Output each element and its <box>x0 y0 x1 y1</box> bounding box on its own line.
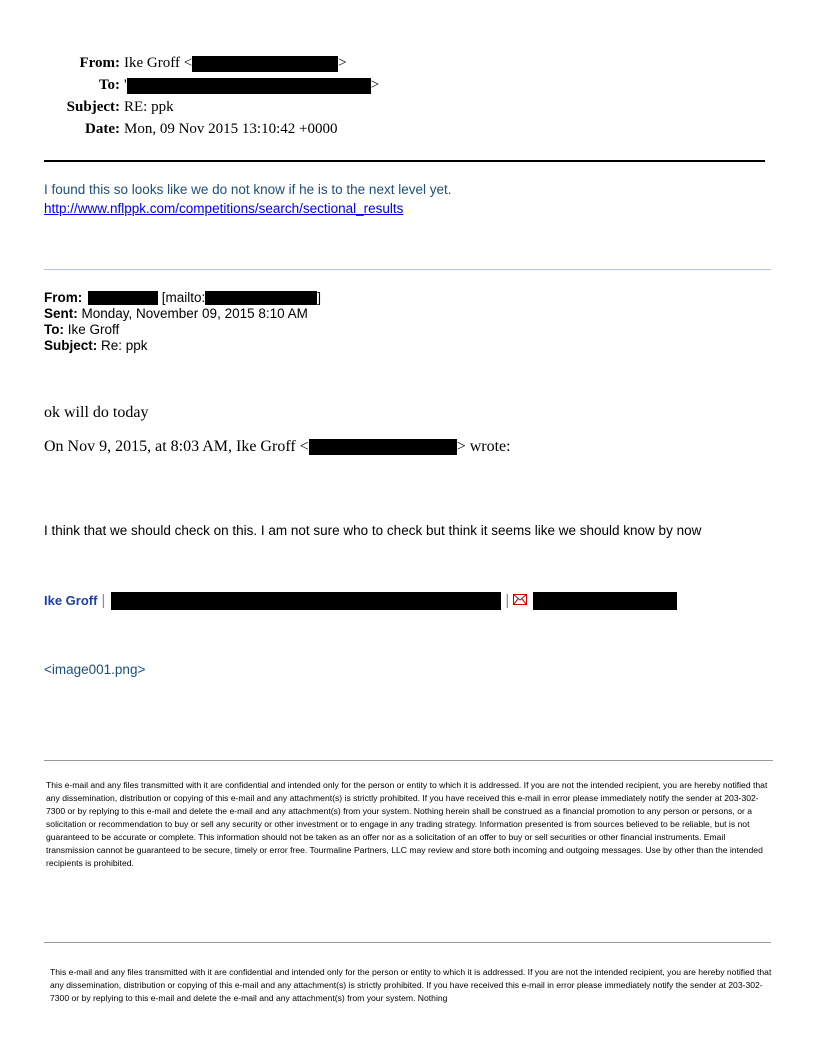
quote-suffix: > wrote: <box>456 438 511 455</box>
message-line-1: ok will do today <box>44 404 149 421</box>
quote-prefix: On Nov 9, 2015, at 8:03 AM, Ike Groff < <box>44 438 309 455</box>
redacted-block <box>309 439 457 455</box>
redacted-block <box>533 592 677 610</box>
disclaimer-text-2: This e-mail and any files transmitted with it are confidential and intended only for the person or entity to which it is addressed. If you are not the intended recipient, you are hereby notified that any dissemination, distribution or copying of this e-mail and any attachment(s) is strictly prohibited. If you have received this e-mail in error please immediately notify the sender at 203-302-7300 or by replying to this e-mail and delete the e-mail and any attachment(s) from your system. Nothing <box>50 967 772 1003</box>
fwd-from-label: From: <box>44 290 83 305</box>
fwd-to-row <box>44 322 321 338</box>
to-label: To: <box>98 77 120 93</box>
quote-line <box>44 438 511 456</box>
to-value: ' <box>124 77 127 93</box>
signature <box>44 592 744 614</box>
fwd-sent-row <box>44 306 321 322</box>
header-divider <box>44 160 765 162</box>
fwd-to-label: To: <box>44 322 64 337</box>
message-body: I think that we should check on this. I am not sure who to check but think it seems like we should know by now <box>44 523 702 538</box>
signature-separator: | <box>505 592 510 609</box>
to-close: > <box>370 77 380 93</box>
fwd-sent-value: Monday, November 09, 2015 8:10 AM <box>77 306 308 321</box>
from-close: > <box>338 55 347 71</box>
fwd-mailto: [mailto: <box>158 290 206 305</box>
disclaimer-text-1: This e-mail and any files transmitted with it are confidential and intended only for the person or entity to which it is addressed. If you are not the intended recipient, you are hereby notified that any dissemination, distribution or copying of this e-mail and any attachment(s) is strictly prohibited. If you have received this e-mail in error please immediately notify the sender at 203-302-7300 or by replying to this e-mail and delete the e-mail and any attachment(s) from your system. Nothing herein shall be construed as a financial promotion to any person or persons, or a solicitation or recommendation to buy or sell any security or other investment or to engage in any trading strategy. Information presented is from sources believed to be reliable, but is not guaranteed to be accurate or complete. This information should not be taken as an offer nor as a solicitation of an offer to buy or sell securities or other financial instruments. Email transmission cannot be guaranteed to be secure, timely or error free. Tourmaline Partners, LLC may review and store both incoming and outgoing messages. Use by other than the intended recipients is prohibited. <box>46 780 768 868</box>
reply-divider <box>44 269 771 270</box>
fwd-subject-value: Re: ppk <box>97 338 148 353</box>
date-value: Mon, 09 Nov 2015 13:10:42 +0000 <box>124 121 338 137</box>
redacted-block <box>111 592 501 610</box>
fwd-subject-label: Subject: <box>44 338 98 353</box>
redacted-block <box>127 78 371 94</box>
fwd-subject-row <box>44 338 321 354</box>
attachment-placeholder: <image001.png> <box>44 662 146 677</box>
envelope-icon <box>513 592 527 610</box>
reply-text: I found this so looks like we do not know if he is to the next level yet. <box>44 182 452 197</box>
fwd-sent-label: Sent: <box>44 306 78 321</box>
fwd-from-row <box>44 290 321 306</box>
subject-label: Subject: <box>66 99 120 115</box>
signature-name: Ike Groff <box>44 593 98 608</box>
fwd-to-value: Ike Groff <box>64 322 120 337</box>
subject-value: RE: ppk <box>124 99 174 115</box>
from-value: Ike Groff < <box>124 55 193 71</box>
disclaimer-divider <box>44 760 773 761</box>
redacted-block <box>205 291 317 305</box>
disclaimer-divider <box>44 942 771 943</box>
fwd-mailto-close: ] <box>317 290 322 305</box>
forwarded-header <box>44 290 321 354</box>
redacted-block <box>192 56 338 72</box>
results-link[interactable]: http://www.nflppk.com/competitions/search/sectional_results <box>44 201 404 216</box>
from-label: From: <box>79 55 120 71</box>
redacted-block <box>88 291 158 305</box>
date-label: Date: <box>85 121 120 137</box>
signature-separator: | <box>101 592 106 609</box>
